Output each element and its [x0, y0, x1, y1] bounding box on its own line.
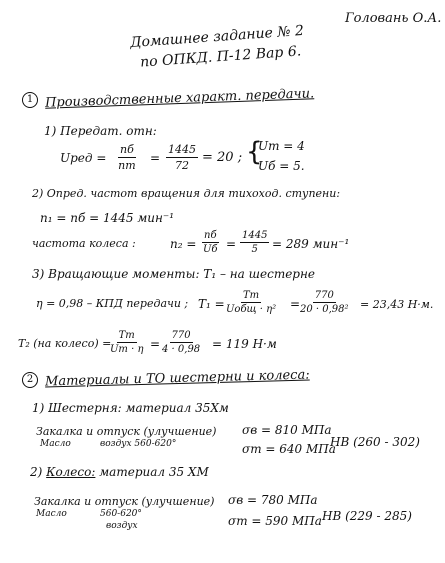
ratio-eq: =: [150, 151, 161, 165]
gear-hardness: НВ (260 - 302): [330, 435, 420, 449]
t1-result: = 23,43 Н·м.: [360, 298, 434, 311]
n2-result: = 289 мин⁻¹: [272, 237, 350, 251]
ratio-heading: 1) Передат. отн:: [44, 124, 157, 138]
wheel-sigma-b: σв = 780 МПа: [228, 493, 318, 507]
efficiency-value: η = 0,98 – КПД передачи ;: [36, 297, 189, 310]
wheel-heading-label: Колесо:: [46, 465, 96, 479]
n2-label: n₂ =: [170, 237, 197, 251]
wheel-treatment: Закалка и отпуск (улучшение): [34, 495, 215, 508]
gear-heading: 1) Шестерня: материал 35Хм: [32, 401, 229, 415]
t2-label: T₂ (на колесо) =: [18, 337, 112, 350]
ut-value: Uт = 4: [258, 139, 305, 153]
wheel-heading: [30, 466, 209, 478]
wheel-sigma-t: σт = 590 МПа: [228, 514, 322, 528]
ratio-frac2-den: 72: [175, 159, 189, 172]
speed-heading: 2) Опред. частот вращения для тихоход. ступени:: [32, 187, 341, 200]
ratio-frac1-num: nб: [120, 143, 134, 156]
page-subtitle: по ОПКД. П-12 Вар 6.: [139, 43, 302, 71]
wheel-hardness: НВ (229 - 285): [322, 509, 412, 523]
t2-frac-den: Uт · η: [110, 344, 144, 355]
t2-fraction-symbolic: [110, 330, 143, 355]
t2-fraction-numeric: [162, 330, 200, 355]
author-name: Головань О.А.: [345, 11, 442, 26]
page-title: Домашнее задание № 2: [129, 22, 305, 52]
gear-sigma-t: σт = 640 МПа: [242, 442, 336, 456]
wheel-heading-prefix: 2): [30, 465, 43, 479]
n2-frac1-den: Uб: [203, 244, 218, 255]
t2-frac2-den: 4 · 0,98: [162, 344, 201, 355]
t1-frac-den: Uобщ · η²: [226, 304, 277, 315]
n2-fraction-numeric: [240, 230, 269, 255]
ratio-label: Uред =: [60, 151, 107, 165]
t1-label: T₁ =: [198, 297, 225, 311]
torque-heading: 3) Вращающие моменты: T₁ – на шестерне: [32, 267, 315, 281]
wheel-speed-label: частота колеса :: [32, 237, 136, 250]
n2-frac2-num: 1445: [242, 230, 268, 241]
gear-treatment: Закалка и отпуск (улучшение): [36, 425, 217, 438]
ratio-brace: {: [246, 137, 263, 167]
t1-frac-num: Tт: [242, 290, 260, 301]
n2-frac1-num: nб: [204, 230, 217, 241]
ratio-frac2-num: 1445: [168, 143, 196, 156]
gear-temperature: воздух 560-620°: [100, 439, 177, 449]
ratio-result: = 20 ;: [202, 150, 243, 165]
t2-frac-num: Tт: [118, 330, 135, 341]
gear-sigma-b: σв = 810 МПа: [242, 423, 332, 437]
section-1-title: Производственные характ. передачи.: [44, 86, 315, 111]
ub-value: Uб = 5.: [258, 159, 305, 173]
t1-frac2-num: 770: [314, 290, 334, 301]
ratio-fraction-numeric: [166, 143, 198, 172]
n2-frac2-den: 5: [251, 244, 258, 255]
t1-fraction-symbolic: [226, 290, 276, 315]
section-1-number: 1: [22, 92, 38, 108]
gear-medium: Масло: [40, 439, 71, 449]
wheel-heading-material: материал 35 ХМ: [99, 465, 209, 479]
n2-eq: =: [226, 237, 237, 251]
wheel-temperature: 560-620°: [100, 509, 142, 519]
t2-frac2-num: 770: [171, 330, 191, 341]
section-2-number: 2: [22, 372, 38, 388]
ratio-frac1-den: nт: [118, 159, 136, 172]
n2-fraction-symbolic: [202, 230, 219, 255]
ratio-fraction-symbolic: [118, 143, 136, 172]
t1-frac2-den: 20 · 0,98²: [300, 304, 349, 315]
t2-result: = 119 Н·м: [212, 337, 277, 351]
wheel-temperature-medium: воздух: [106, 521, 138, 531]
n1-value: n₁ = nб = 1445 мин⁻¹: [40, 211, 175, 225]
t1-eq: =: [290, 297, 301, 311]
wheel-medium: Масло: [36, 509, 67, 519]
t2-eq: =: [150, 337, 161, 351]
t1-fraction-numeric: [300, 290, 349, 315]
section-2-title: Материалы и ТО шестерни и колеса:: [44, 367, 310, 390]
